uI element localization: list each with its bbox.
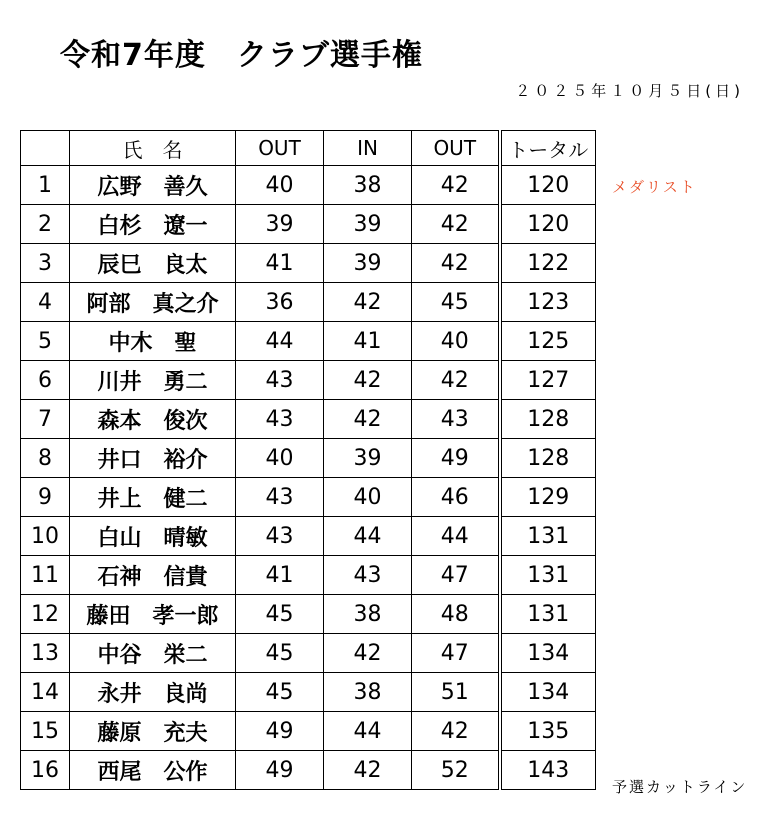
cell-total: 120 <box>500 205 596 244</box>
table-row <box>21 478 596 517</box>
cell-total: 134 <box>500 673 596 712</box>
cell-out-1: 40 <box>236 439 324 478</box>
cell-out-2: 42 <box>412 361 500 400</box>
header-name: 氏 名 <box>70 131 236 166</box>
table-row <box>21 751 596 790</box>
cell-in: 39 <box>324 205 412 244</box>
cell-out-1: 45 <box>236 673 324 712</box>
cell-rank: 5 <box>21 322 70 361</box>
cell-in: 42 <box>324 361 412 400</box>
cell-player-name: 中木 聖 <box>70 322 236 361</box>
table-row <box>21 244 596 283</box>
cell-out-2: 47 <box>412 634 500 673</box>
cell-in: 43 <box>324 556 412 595</box>
cell-out-2: 43 <box>412 400 500 439</box>
cell-out-1: 36 <box>236 283 324 322</box>
cell-total: 129 <box>500 478 596 517</box>
cell-rank: 14 <box>21 673 70 712</box>
cell-player-name: 白杉 遼一 <box>70 205 236 244</box>
cell-out-1: 43 <box>236 400 324 439</box>
cell-out-2: 42 <box>412 205 500 244</box>
cell-out-2: 47 <box>412 556 500 595</box>
table-row <box>21 673 596 712</box>
table-row <box>21 322 596 361</box>
cell-rank: 8 <box>21 439 70 478</box>
cell-rank: 4 <box>21 283 70 322</box>
cell-rank: 9 <box>21 478 70 517</box>
cell-total: 134 <box>500 634 596 673</box>
cell-out-2: 46 <box>412 478 500 517</box>
cell-out-1: 45 <box>236 595 324 634</box>
header-rank <box>21 131 70 166</box>
cell-total: 125 <box>500 322 596 361</box>
header-out-1: OUT <box>236 131 324 166</box>
cell-rank: 10 <box>21 517 70 556</box>
cell-in: 40 <box>324 478 412 517</box>
cell-out-1: 43 <box>236 361 324 400</box>
header-out-2: OUT <box>412 131 500 166</box>
cell-player-name: 石神 信貴 <box>70 556 236 595</box>
table-row <box>21 595 596 634</box>
header-row <box>21 131 596 166</box>
cell-out-1: 44 <box>236 322 324 361</box>
cell-in: 38 <box>324 673 412 712</box>
cell-total: 127 <box>500 361 596 400</box>
cell-player-name: 藤原 充夫 <box>70 712 236 751</box>
cell-in: 44 <box>324 712 412 751</box>
table-row <box>21 283 596 322</box>
cell-rank: 1 <box>21 166 70 205</box>
cell-total: 131 <box>500 595 596 634</box>
cell-player-name: 井上 健二 <box>70 478 236 517</box>
medalist-note: メダリスト <box>612 178 697 196</box>
cell-player-name: 広野 善久 <box>70 166 236 205</box>
cell-rank: 6 <box>21 361 70 400</box>
header-total: トータル <box>500 131 596 166</box>
cell-out-2: 52 <box>412 751 500 790</box>
cell-total: 123 <box>500 283 596 322</box>
cell-out-2: 40 <box>412 322 500 361</box>
cell-in: 38 <box>324 595 412 634</box>
table-row <box>21 166 596 205</box>
cell-player-name: 中谷 栄二 <box>70 634 236 673</box>
cell-player-name: 永井 良尚 <box>70 673 236 712</box>
page-title: 令和7年度 クラブ選手権 <box>60 38 423 73</box>
cell-out-2: 42 <box>412 166 500 205</box>
cell-out-2: 45 <box>412 283 500 322</box>
table-row <box>21 634 596 673</box>
cell-player-name: 白山 晴敏 <box>70 517 236 556</box>
cell-in: 44 <box>324 517 412 556</box>
cell-player-name: 西尾 公作 <box>70 751 236 790</box>
cell-in: 41 <box>324 322 412 361</box>
cell-rank: 7 <box>21 400 70 439</box>
cell-in: 39 <box>324 244 412 283</box>
cell-out-1: 49 <box>236 712 324 751</box>
cell-rank: 16 <box>21 751 70 790</box>
cell-out-2: 51 <box>412 673 500 712</box>
cell-total: 122 <box>500 244 596 283</box>
cell-rank: 13 <box>21 634 70 673</box>
cell-player-name: 辰巳 良太 <box>70 244 236 283</box>
cell-out-2: 44 <box>412 517 500 556</box>
cell-rank: 12 <box>21 595 70 634</box>
table-row <box>21 556 596 595</box>
cell-in: 42 <box>324 283 412 322</box>
cell-total: 120 <box>500 166 596 205</box>
cell-total: 143 <box>500 751 596 790</box>
cell-total: 135 <box>500 712 596 751</box>
cell-out-1: 40 <box>236 166 324 205</box>
cell-out-1: 39 <box>236 205 324 244</box>
event-date: ２０２５年１０月５日(日) <box>515 82 744 100</box>
cell-out-2: 48 <box>412 595 500 634</box>
cell-player-name: 川井 勇二 <box>70 361 236 400</box>
cell-rank: 11 <box>21 556 70 595</box>
cell-player-name: 藤田 孝一郎 <box>70 595 236 634</box>
cell-out-2: 42 <box>412 712 500 751</box>
cell-in: 42 <box>324 634 412 673</box>
cell-player-name: 森本 俊次 <box>70 400 236 439</box>
table-row <box>21 712 596 751</box>
cell-rank: 3 <box>21 244 70 283</box>
cell-rank: 2 <box>21 205 70 244</box>
cell-total: 128 <box>500 439 596 478</box>
cell-in: 42 <box>324 400 412 439</box>
cell-player-name: 井口 裕介 <box>70 439 236 478</box>
table-row <box>21 361 596 400</box>
cell-player-name: 阿部 真之介 <box>70 283 236 322</box>
cell-out-1: 41 <box>236 556 324 595</box>
cell-in: 42 <box>324 751 412 790</box>
cell-total: 128 <box>500 400 596 439</box>
cell-out-1: 41 <box>236 244 324 283</box>
cell-out-1: 43 <box>236 517 324 556</box>
table-row <box>21 439 596 478</box>
cell-out-1: 49 <box>236 751 324 790</box>
cell-out-1: 43 <box>236 478 324 517</box>
cell-rank: 15 <box>21 712 70 751</box>
cell-total: 131 <box>500 517 596 556</box>
cell-in: 38 <box>324 166 412 205</box>
cell-out-2: 49 <box>412 439 500 478</box>
table-row <box>21 205 596 244</box>
cell-out-1: 45 <box>236 634 324 673</box>
cell-in: 39 <box>324 439 412 478</box>
cutline-note: 予選カットライン <box>612 778 748 796</box>
cell-total: 131 <box>500 556 596 595</box>
cell-out-2: 42 <box>412 244 500 283</box>
results-table <box>20 130 596 790</box>
header-in: IN <box>324 131 412 166</box>
table-row <box>21 517 596 556</box>
table-row <box>21 400 596 439</box>
